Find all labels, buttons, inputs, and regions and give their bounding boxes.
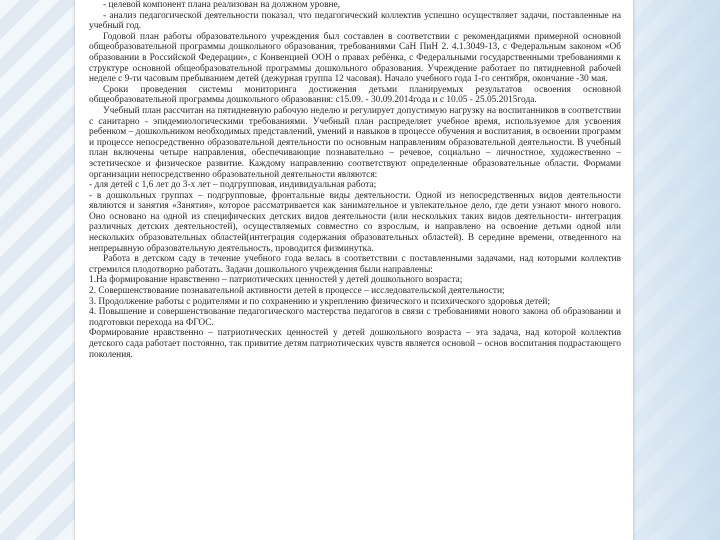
scanned-document-page (75, 0, 633, 540)
paragraph: Формирование нравственно – патриотических ценностей у детей дошкольного возраста – эта задача, над которой коллектив детского сада работает постоянно, так привитие детям патриотических чувств является основой – основ воспитания подрастающего поколения. (89, 328, 621, 360)
paragraph: - в дошкольных группах – подгрупповые, фронтальные виды деятельности. Одной из непосредственных видов деятельности являются и занятия «Занятия», которое рассматривается как занимательное и увлекательное дело, где дети узнают много нового. Оно основано на одной из специфических детских видов деятельности (или нескольких таких видов деятельности- интеграция различных детских деятельностей), осуществляемых совместно со взрослым, и направлено на освоение детьми одной или нескольких образовательных областей(интеграция содержания образовательных областей). В середине времени, отведенного на непрерывную образовательную деятельность, проводится физминутка. (89, 190, 621, 254)
paragraph: Учебный план рассчитан на пятидневную рабочую неделю и регулирует допустимую нагрузку на воспитанников в соответствии с санитарно - эпидемиологическими требованиями. Учебный план распределяет учебное время, используемое для усвоения ребенком – дошкольником необходимых представлений, умений и навыков в процессе обучения и воспитания, в освоении программ и процессе непосредственно образовательной деятельности по основным направлениям образовательной деятельности. В учебный план включены четыре направления, обеспечивающие познавательно – речевое, социально – личностное, художественно – эстетическое и физическое развитие. Каждому направлению соответствуют определенные образовательные области. Формами организации непосредственно образовательной деятельности являются: (89, 105, 621, 180)
paragraph: 2. Совершенствование познавательной активности детей в процессе – исследовательской деятельности; (89, 286, 505, 297)
paragraph: 4. Повышение и совершенствование педагогического мастерства педагогов в связи с требованиями нового закона об образовании и подготовки перехода на ФГОС. (89, 307, 621, 328)
paragraph: - анализ педагогической деятельности показал, что педагогический коллектив успешно осуществляет задачи, поставленные на учебный год. (89, 10, 621, 32)
paragraph: - для детей с 1,6 лет до 3-х лет – подгрупповая, индивидуальная работа; (89, 180, 377, 191)
paragraph: Работа в детском саду в течение учебного года велась в соответствии с поставленными задачами, над которыми коллектив стремился плодотворно работать. Задачи дошкольного учреждения были направлены: (89, 254, 621, 275)
decorative-side-panel (625, 0, 720, 540)
paragraph: Годовой план работы образовательного учреждения был составлен в соответствии с рекомендациями примерной основной общеобразовательной программы дошкольного образования, требованиями СаН ПиН 2. 4.1.3049-13, с Федеральным законом «Об образовании в Российской Федерации», с Конвенцией ООН о правах ребёнка, с Федеральными государственными требованиями к структуре основной общеобразовательной программы дошкольного образования. Учреждение работает по пятидневной рабочей неделе с 9-ти часовым пребыванием детей (дежурная группа 12 часовая). Начало учебного года 1-го сентября, окончание -30 мая. (89, 31, 621, 85)
paragraph: - целевой компонент плана реализован на должном уровне, (103, 0, 341, 10)
paragraph: Сроки проведения системы мониторинга достижения детьми планируемых результатов освоения основной общеобразовательной программы дошкольного образования: с15.09. - 30.09.2014года и с 10.05 - 25.05.2015года. (89, 84, 621, 106)
paragraph: 3. Продолжение работы с родителями и по сохранению и укреплению физического и психического здоровья детей; (89, 296, 550, 307)
document-text (89, 0, 621, 360)
paragraph: 1.На формирование нравственно – патриотических ценностей у детей дошкольного возраста; (89, 275, 463, 286)
